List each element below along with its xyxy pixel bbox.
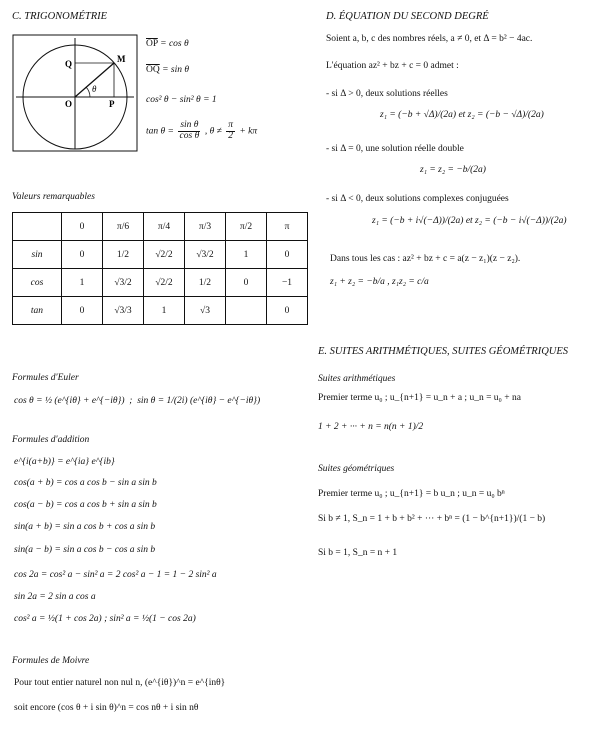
table-row	[13, 241, 308, 269]
table-cell: 0	[267, 297, 308, 325]
label-m: M	[117, 54, 126, 64]
formula-addition-line: cos² a = ½(1 + cos 2a) ; sin² a = ½(1 − cos 2a)	[14, 614, 196, 624]
table-corner-cell	[13, 213, 62, 241]
table-cell: √3/3	[103, 297, 144, 325]
equation-case-positive: - si Δ > 0, deux solutions réelles	[326, 89, 448, 99]
formula-euler: cos θ = ½ (e^{iθ} + e^{−iθ}) ; sin θ = 1/(2i) (e^{iθ} − e^{−iθ})	[14, 396, 261, 406]
table-cell: √3/2	[185, 241, 226, 269]
table-header-cell: π/4	[144, 213, 185, 241]
equation-sum-product: z₁ + z₂ = −b/a , z₁z₂ = c/a	[330, 277, 429, 287]
table-cell: √3	[185, 297, 226, 325]
table-cell	[226, 297, 267, 325]
formula-addition-line: cos 2a = cos² a − sin² a = 2 cos² a − 1 = 1 − 2 sin² a	[14, 570, 217, 580]
formula-moivre-1: Pour tout entier naturel non nul n, (e^{iθ})^n = e^{inθ}	[14, 678, 226, 688]
equation-case-positive-solutions: z₁ = (−b + √Δ)/(2a) et z₂ = (−b − √Δ)/(2a)	[380, 110, 544, 120]
table-cell: 0	[267, 241, 308, 269]
equation-case-negative: - si Δ < 0, deux solutions complexes conjuguées	[326, 194, 509, 204]
title-valeurs-remarquables: Valeurs remarquables	[12, 192, 95, 202]
table-cell: 1/2	[185, 269, 226, 297]
title-addition: Formules d'addition	[12, 435, 90, 445]
table-row-label: sin	[13, 241, 62, 269]
values-table	[12, 212, 308, 325]
formula-geo-sum: Si b ≠ 1, S_n = 1 + b + b² + ··· + bⁿ = (1 − b^{n+1})/(1 − b)	[318, 514, 546, 524]
title-suites-arithmetiques: Suites arithmétiques	[318, 374, 396, 384]
table-header-cell: 0	[62, 213, 103, 241]
formula-op: $\overline{OP} = \cos \theta$	[146, 39, 189, 49]
equation-case-negative-solutions: z₁ = (−b + i√(−Δ))/(2a) et z₂ = (−b − i√(−Δ))/(2a)	[372, 216, 567, 226]
label-q: Q	[65, 59, 73, 69]
section-title-equation: D. ÉQUATION DU SECOND DEGRÉ	[326, 11, 489, 22]
formula-moivre-2: soit encore (cos θ + i sin θ)^n = cos nθ + i sin nθ	[14, 703, 199, 713]
formula-arith-terms: Premier terme u₀ ; u_{n+1} = u_n + a ; u_n = u₀ + na	[318, 393, 521, 403]
table-cell: 0	[62, 297, 103, 325]
formula-addition-line: cos(a + b) = cos a cos b − sin a sin b	[14, 478, 157, 488]
section-title-suites: E. SUITES ARITHMÉTIQUES, SUITES GÉOMÉTRIQUES	[318, 346, 569, 357]
formula-geo-terms: Premier terme u₀ ; u_{n+1} = b u_n ; u_n = u₀ bⁿ	[318, 489, 505, 499]
table-cell: −1	[267, 269, 308, 297]
label-theta: θ	[92, 84, 97, 94]
table-cell: 1	[226, 241, 267, 269]
angle-arc	[86, 87, 90, 97]
label-p: P	[109, 99, 115, 109]
title-suites-geometriques: Suites géométriques	[318, 464, 395, 474]
table-cell: 0	[226, 269, 267, 297]
formula-arith-sum: 1 + 2 + ··· + n = n(n + 1)/2	[318, 422, 424, 432]
table-header-cell: π/2	[226, 213, 267, 241]
table-header-row	[13, 213, 308, 241]
table-cell: √2/2	[144, 241, 185, 269]
title-euler: Formules d'Euler	[12, 373, 79, 383]
table-cell: 1	[62, 269, 103, 297]
formula-tan: tan θ = $\frac{\text{sin θ}}{\text{cos θ}}$ , θ ≠ $\frac{\pi}{2}$ + kπ	[146, 120, 258, 141]
table-cell: √3/2	[103, 269, 144, 297]
formula-addition-line: sin(a − b) = sin a cos b − cos a sin b	[14, 545, 156, 555]
title-moivre: Formules de Moivre	[12, 656, 90, 666]
formula-addition-line: sin 2a = 2 sin a cos a	[14, 592, 96, 602]
section-title-trigonometrie: C. TRIGONOMÉTRIE	[12, 11, 108, 22]
formula-addition-line: e^{i(a+b)} = e^{ia} e^{ib}	[14, 457, 115, 467]
table-header-cell: π/6	[103, 213, 144, 241]
table-cell: 1	[144, 297, 185, 325]
table-row-label: tan	[13, 297, 62, 325]
table-header-cell: π/3	[185, 213, 226, 241]
equation-case-zero-solution: z₁ = z₂ = −b/(2a)	[420, 165, 486, 175]
formula-geo-sum-b1: Si b = 1, S_n = n + 1	[318, 548, 398, 558]
table-cell: 1/2	[103, 241, 144, 269]
formula-oq: $\overline{OQ} = \sin \theta$	[146, 65, 190, 75]
table-row	[13, 297, 308, 325]
table-cell: 0	[62, 241, 103, 269]
formula-pythagore: cos² θ − sin² θ = 1	[146, 95, 217, 105]
table-cell: √2/2	[144, 269, 185, 297]
equation-intro: Soient a, b, c des nombres réels, a ≠ 0, et Δ = b² − 4ac.	[326, 34, 533, 44]
equation-case-zero: - si Δ = 0, une solution réelle double	[326, 144, 464, 154]
equation-statement: L'équation az² + bz + c = 0 admet :	[326, 61, 459, 71]
formula-addition-line: cos(a − b) = cos a cos b + sin a sin b	[14, 500, 157, 510]
formula-addition-line: sin(a + b) = sin a cos b + cos a sin b	[14, 522, 156, 532]
table-row-label: cos	[13, 269, 62, 297]
label-o: O	[65, 99, 73, 109]
table-row	[13, 269, 308, 297]
unit-circle-diagram	[12, 34, 138, 152]
table-header-cell: π	[267, 213, 308, 241]
equation-factorization: Dans tous les cas : az² + bz + c = a(z − z₁)(z − z₂).	[330, 254, 521, 264]
